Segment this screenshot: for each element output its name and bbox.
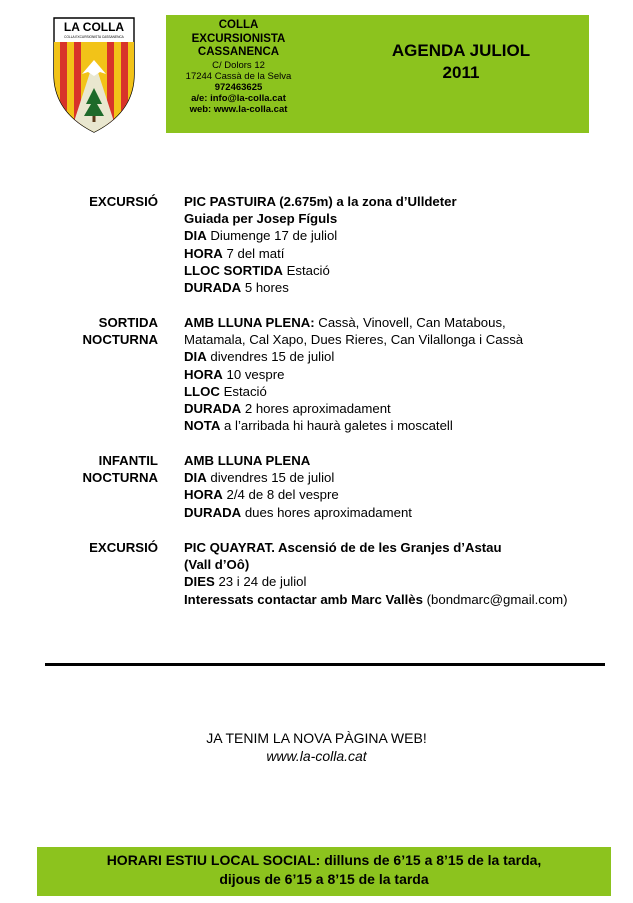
lloc-key: LLOC SORTIDA — [184, 262, 283, 278]
agenda-line1: AGENDA JULIOL — [391, 41, 531, 60]
org-email[interactable]: a/e: info@la-colla.cat — [191, 92, 286, 104]
lloc-key: LLOC — [184, 383, 220, 399]
event-details — [184, 539, 629, 608]
event-label-line: NOCTURNA — [82, 332, 158, 348]
agenda-line2: 2011 — [442, 63, 480, 82]
footer-box — [37, 847, 611, 896]
web-link[interactable]: www.la-colla.cat — [266, 748, 367, 764]
org-line1: COLLA — [218, 19, 259, 31]
event-label-line: INFANTIL — [98, 453, 158, 468]
org-postal: 17244 Cassà de la Selva — [185, 70, 292, 82]
event-label — [40, 452, 158, 486]
event-title: PIC QUAYRAT. Ascensió de de les Granjes d’Astau — [184, 540, 502, 555]
lloc-value: Estació — [282, 262, 330, 278]
la-colla-logo — [52, 16, 136, 134]
org-info — [166, 19, 311, 115]
event-title-line2: (Vall d’Oô) — [184, 557, 250, 573]
agenda-title — [351, 40, 571, 84]
event-label-line: NOCTURNA — [82, 470, 158, 486]
org-web[interactable]: web: www.la-colla.cat — [189, 103, 288, 115]
dies-key: DIES — [184, 574, 215, 590]
event-title-value: Cassà, Vinovell, Can Matabous, — [314, 315, 506, 330]
hora-value: 2/4 de 8 del vespre — [222, 487, 339, 503]
logo-subtitle: COLLA EXCURSIONISTA CASSANENCA — [64, 35, 124, 39]
dia-value: divendres 15 de juliol — [206, 349, 335, 365]
durada-key: DURADA — [184, 280, 242, 296]
event-label-line: EXCURSIÓ — [89, 540, 158, 555]
hora-key: HORA — [184, 245, 223, 261]
event-title-line2: Matamala, Cal Xapo, Dues Rieres, Can Vilallonga i Cassà — [184, 332, 524, 348]
event-guide: Guiada per Josep Fíguls — [184, 211, 338, 227]
nota-value: a l’arribada hi haurà galetes i moscatell — [220, 418, 453, 434]
event-label — [40, 314, 158, 348]
hora-value: 7 del matí — [222, 245, 285, 261]
web-notice: JA TENIM LA NOVA PÀGINA WEB! — [206, 730, 427, 746]
dia-value: Diumenge 17 de juliol — [206, 228, 338, 244]
footer-line1: HORARI ESTIU LOCAL SOCIAL: dilluns de 6’15 a 8’15 de la tarda, — [106, 852, 542, 868]
durada-key: DURADA — [184, 401, 242, 417]
hora-key: HORA — [184, 366, 223, 382]
footer-text — [37, 851, 611, 889]
event-details — [184, 193, 629, 296]
durada-value: 2 hores aproximadament — [241, 401, 391, 417]
event-details — [184, 452, 629, 521]
event-label-line: EXCURSIÓ — [89, 194, 158, 209]
org-line3: CASSANENCA — [197, 46, 280, 58]
dia-value: divendres 15 de juliol — [206, 470, 335, 486]
hora-key: HORA — [184, 487, 223, 503]
nota-key: NOTA — [184, 418, 221, 434]
durada-value: 5 hores — [241, 280, 289, 296]
lloc-value: Estació — [219, 383, 267, 399]
dies-value: 23 i 24 de juliol — [214, 574, 307, 590]
event-title-key: AMB LLUNA PLENA: — [184, 315, 315, 330]
org-address: C/ Dolors 12 — [212, 59, 265, 71]
event-label — [40, 539, 158, 556]
header-box — [166, 15, 589, 133]
logo-name: LA COLLA — [63, 20, 125, 34]
event-label — [40, 193, 158, 210]
durada-key: DURADA — [184, 504, 242, 520]
contact-email[interactable]: (bondmarc@gmail.com) — [422, 591, 568, 607]
dia-key: DIA — [184, 470, 207, 486]
divider-rule — [45, 663, 605, 666]
contact-key: Interessats contactar amb Marc Vallès — [184, 591, 423, 607]
event-title: PIC PASTUIRA (2.675m) a la zona d’Ulldeter — [184, 194, 457, 209]
event-title: AMB LLUNA PLENA — [184, 453, 311, 468]
org-phone: 972463625 — [214, 81, 263, 93]
durada-value: dues hores aproximadament — [241, 504, 412, 520]
dia-key: DIA — [184, 228, 207, 244]
org-line2: EXCURSIONISTA — [191, 32, 286, 45]
event-label-line: SORTIDA — [98, 315, 158, 330]
dia-key: DIA — [184, 349, 207, 365]
event-details — [184, 314, 629, 434]
hora-value: 10 vespre — [222, 366, 285, 382]
footer-line2: dijous de 6’15 a 8’15 de la tarda — [219, 871, 429, 887]
